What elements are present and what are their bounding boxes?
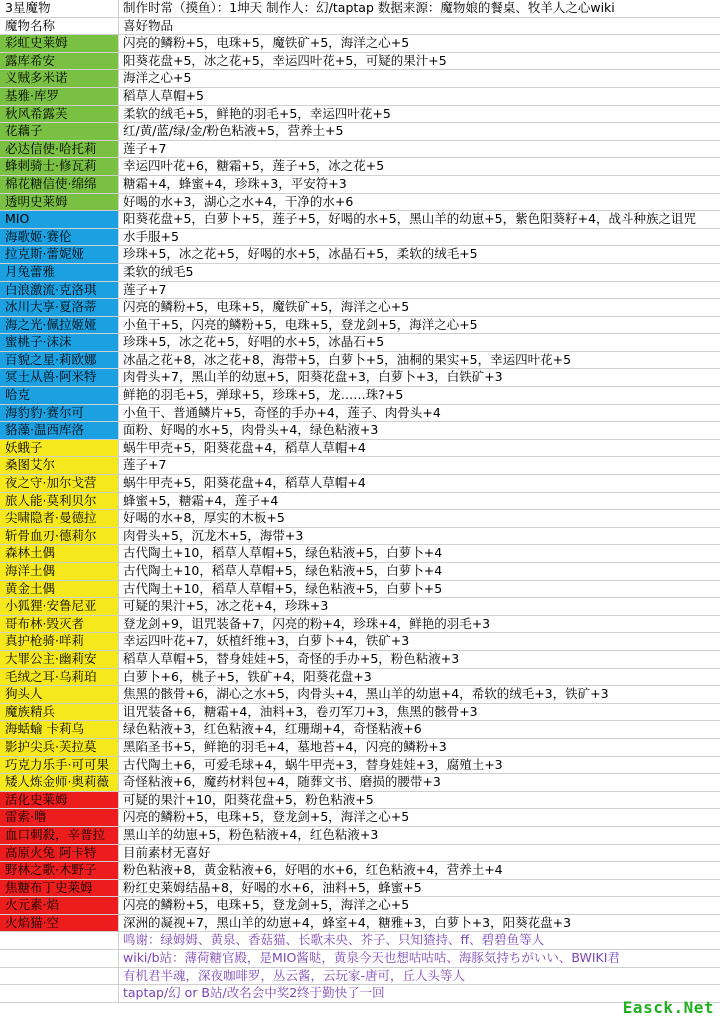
monster-row — [0, 704, 720, 722]
favorite-items: 红/黄/蓝/绿/金/粉色粘液+5，营养土+5 — [123, 123, 344, 139]
favorite-items: 可疑的果汁+5，冰之花+4，珍珠+3 — [123, 598, 329, 614]
monster-row — [0, 475, 720, 493]
favorite-items: 小鱼干、普通鳞片+5，奇怪的手办+4，莲子、肉骨头+4 — [123, 404, 441, 420]
monster-name: 大罪公主·幽莉安 — [0, 651, 119, 668]
monster-name: 彩虹史莱姆 — [0, 35, 119, 52]
favorite-items: 珍珠+5，冰之花+5，好喝的水+5，冰晶石+5，柔软的绒毛+5 — [123, 246, 478, 262]
monster-name: 毛绒之耳·乌莉珀 — [0, 669, 119, 686]
favorite-items: 蜂蜜+5，糖霜+4，莲子+4 — [123, 492, 279, 508]
monster-row — [0, 194, 720, 212]
monster-name: 斩骨血刃·德莉尔 — [0, 528, 119, 545]
favorite-items: 黑陷圣书+5，鲜艳的羽毛+4，墓地苔+4，闪亮的鳞粉+3 — [123, 738, 447, 754]
monster-name: 海歌姬·赛伦 — [0, 229, 119, 246]
favorite-items: 鲜艳的羽毛+5，弹球+5，珍珠+5，龙……珠?+5 — [123, 387, 404, 403]
monster-name: 拉克斯·蕾妮娅 — [0, 246, 119, 263]
favorite-items: 珍珠+5，冰之花+5，好唱的水+5，冰晶石+5 — [123, 334, 385, 350]
monster-name: 棉花糖信使·绵绵 — [0, 176, 119, 193]
monster-row — [0, 633, 720, 651]
monster-row — [0, 669, 720, 687]
monster-name: 蜜桃子·沫沫 — [0, 334, 119, 351]
favorite-items: 可疑的果汁+10，阳葵花盘+5，粉色粘液+5 — [123, 791, 374, 807]
monster-row — [0, 211, 720, 229]
monster-row — [0, 862, 720, 880]
monster-name: 狗头人 — [0, 686, 119, 703]
monster-row — [0, 721, 720, 739]
watermark: Easck.Net — [622, 998, 714, 1017]
monster-name: 海豹豹·赛尔可 — [0, 405, 119, 422]
monster-row — [0, 915, 720, 933]
favorite-items: 莲子+7 — [123, 457, 167, 473]
monster-name: 必达信使·哈托莉 — [0, 141, 119, 158]
monster-row — [0, 53, 720, 71]
monster-name: 月兔蕾雅 — [0, 264, 119, 281]
monster-row — [0, 440, 720, 458]
monster-row — [0, 264, 720, 282]
monster-name: 花藕子 — [0, 123, 119, 140]
monster-name: 火元素·焰 — [0, 897, 119, 914]
credit-row — [0, 932, 720, 950]
favorite-items: 肉骨头+7，黑山羊的幼崽+5，阳葵花盘+3，白萝卜+3，白铁矿+3 — [123, 369, 503, 385]
favorite-items: 闪亮的鳞粉+5，电珠+5，登龙剑+5，海洋之心+5 — [123, 809, 410, 825]
monster-name: 尖啸隐者·曼德拉 — [0, 510, 119, 527]
favorite-items: 登龙剑+9，诅咒装备+7，闪亮的粉+4，珍珠+4，鲜艳的羽毛+3 — [123, 615, 491, 631]
favorite-items: 奇怪粘液+6，魔药材料包+4，随葬文书、磨损的腰带+3 — [123, 774, 441, 790]
favorite-items: 白萝卜+6，桃子+5，铁矿+4，阳葵花盘+3 — [123, 668, 372, 684]
monster-name: 魔族精兵 — [0, 704, 119, 721]
favorite-items: 古代陶土+10，稻草人草帽+5，绿色粘液+5，白萝卜+4 — [123, 545, 443, 561]
monster-row — [0, 158, 720, 176]
monster-name: 冰川大享·夏洛蒂 — [0, 299, 119, 316]
favorite-items: 蜗牛甲壳+5，阳葵花盘+4，稻草人草帽+4 — [123, 439, 366, 455]
favorite-items: 阳葵花盘+5，冰之花+5，幸运四叶花+5，可疑的果汁+5 — [123, 52, 447, 68]
monster-row — [0, 528, 720, 546]
favorite-items: 古代陶土+10，稻草人草帽+5，绿色粘液+5，白萝卜+5 — [123, 580, 443, 596]
favorite-items: 幸运四叶花+6，糖霜+5，莲子+5，冰之花+5 — [123, 158, 385, 174]
monster-name: 海洋土偶 — [0, 563, 119, 580]
monster-name: 义贼多米诺 — [0, 70, 119, 87]
monster-name: 海之光·佩拉姬娅 — [0, 317, 119, 334]
monster-row — [0, 897, 720, 915]
monster-name: 矮人炼金师·奥莉薇 — [0, 774, 119, 791]
monster-row — [0, 369, 720, 387]
favorite-items: 目前素材无喜好 — [123, 844, 211, 860]
monster-row — [0, 493, 720, 511]
monster-row — [0, 581, 720, 599]
monster-row — [0, 141, 720, 159]
monster-row — [0, 334, 720, 352]
favorite-items: 幸运四叶花+7，妖植纤维+3，白萝卜+4，铁矿+3 — [123, 633, 410, 649]
monster-row — [0, 686, 720, 704]
monster-name: MIO — [0, 211, 119, 228]
header-label: 魔物名称 — [0, 18, 119, 35]
credit-text: wiki/b站：薄荷糖官殿，是MIO酱哒，黄泉今天也想咕咕咕、海豚気持ちがいい、BWIKI君 — [123, 950, 620, 966]
monster-name: 真护枪骑·咩莉 — [0, 633, 119, 650]
credit-row — [0, 985, 720, 1003]
favorite-items: 古代陶土+10，稻草人草帽+5，绿色粘液+5，白萝卜+4 — [123, 563, 443, 578]
monster-row — [0, 792, 720, 810]
favorite-items: 阳葵花盘+5，白萝卜+5，莲子+5，好喝的水+5，黑山羊的幼崽+5，紫色阳葵籽+4，战斗种族之诅咒 — [123, 211, 697, 227]
favorite-items: 小鱼干+5，闪亮的鳞粉+5，电珠+5，登龙剑+5，海洋之心+5 — [123, 316, 478, 332]
monster-row — [0, 352, 720, 370]
credit-text: taptap/幻 or B站/改名会中奖2终于勤快了一回 — [123, 985, 385, 1001]
monster-row — [0, 106, 720, 124]
monster-row — [0, 774, 720, 792]
monster-row — [0, 299, 720, 317]
monster-row — [0, 229, 720, 247]
monster-name: 血口刺殺，辛普拉 — [0, 827, 119, 844]
monster-name: 小狐狸·安鲁尼亚 — [0, 598, 119, 615]
favorite-items: 稻草人草帽+5 — [123, 87, 204, 103]
monster-row — [0, 545, 720, 563]
monster-row — [0, 176, 720, 194]
monster-row — [0, 387, 720, 405]
monster-name — [0, 985, 119, 1002]
favorite-items: 闪亮的鳞粉+5，电珠+5，登龙剑+5，海洋之心+5 — [123, 897, 410, 913]
monster-row — [0, 70, 720, 88]
monster-name: 火焰猫·空 — [0, 915, 119, 932]
monster-name: 蜂刺骑士·修瓦莉 — [0, 158, 119, 175]
monster-row — [0, 757, 720, 775]
credit-row — [0, 950, 720, 968]
favorite-items: 诅咒装备+6，糖霜+4，油料+3，卷刃军刀+3，焦黑的骸骨+3 — [123, 703, 478, 719]
monster-row — [0, 616, 720, 634]
monster-name: 貉藻·温西库洛 — [0, 422, 119, 439]
favorite-items: 粉色粘液+8，黄金粘液+6，好唱的水+6，红色粘液+4，营养土+4 — [123, 862, 503, 878]
favorite-items: 好喝的水+8，厚实的木板+5 — [123, 510, 285, 526]
favorite-items: 稻草人草帽+5，替身娃娃+5，奇怪的手办+5，粉色粘液+3 — [123, 650, 460, 666]
favorite-items: 闪亮的鳞粉+5，电珠+5，魔铁矿+5，海洋之心+5 — [123, 35, 410, 51]
favorite-items: 柔软的绒毛+5，鲜艳的羽毛+5，幸运四叶花+5 — [123, 105, 391, 121]
monster-row — [0, 422, 720, 440]
sheet-header — [0, 0, 720, 35]
monster-name: 焦糖布丁史莱姆 — [0, 880, 119, 897]
monster-row — [0, 88, 720, 106]
header-label: 3星魔物 — [0, 0, 119, 17]
monster-row — [0, 598, 720, 616]
monster-row — [0, 880, 720, 898]
header-row — [0, 18, 720, 36]
monster-name: 百貌之星·莉欧娜 — [0, 352, 119, 369]
monster-name: 桑图艾尔 — [0, 457, 119, 474]
monster-row — [0, 510, 720, 528]
monster-row — [0, 457, 720, 475]
monster-name: 哥布林·毁灭者 — [0, 616, 119, 633]
credits-section — [0, 932, 720, 1002]
favorite-items: 冰晶之花+8，冰之花+8，海带+5，白萝卜+5，油桐的果实+5，幸运四叶花+5 — [123, 351, 572, 367]
monster-name: 基雅·库罗 — [0, 88, 119, 105]
monster-name: 哈克 — [0, 387, 119, 404]
monster-row — [0, 282, 720, 300]
header-row — [0, 0, 720, 18]
monster-name: 活化史莱姆 — [0, 792, 119, 809]
favorite-items: 好喝的水+3，湖心之水+4，干净的水+6 — [123, 193, 354, 209]
favorite-items: 莲子+7 — [123, 281, 167, 297]
credit-row — [0, 968, 720, 986]
monster-name: 露库希安 — [0, 53, 119, 70]
monster-row — [0, 845, 720, 863]
favorite-items: 粉红史莱姆结晶+8，好喝的水+6，油料+5，蜂蜜+5 — [123, 879, 422, 895]
monster-name: 黄金土偶 — [0, 581, 119, 598]
credit-text: 鸣谢：绿姆姆、黄泉、香菇猫、长歌未央、芥子、只知猹持、ff、碧碧鱼等人 — [123, 932, 545, 948]
favorite-items: 糖霜+4，蜂蜜+4，珍珠+3，平安符+3 — [123, 175, 347, 191]
header-value: 喜好物品 — [123, 17, 174, 33]
credit-text: 有机君半魂，深夜咖啡罗，丛云酱，云玩家-唐可，丘人头等人 — [123, 967, 466, 983]
monster-name: 高原火兔 阿卡特 — [0, 845, 119, 862]
monster-row — [0, 317, 720, 335]
monster-name — [0, 932, 119, 949]
favorite-items: 闪亮的鳞粉+5，电珠+5，魔铁矿+5，海洋之心+5 — [123, 299, 410, 315]
monster-name: 透明史莱姆 — [0, 194, 119, 211]
monster-name: 海蛞蝓 卡莉乌 — [0, 721, 119, 738]
monster-name — [0, 968, 119, 985]
monster-row — [0, 827, 720, 845]
monster-name: 妖蛾子 — [0, 440, 119, 457]
monster-row — [0, 651, 720, 669]
monster-name: 雷索·噜 — [0, 809, 119, 826]
favorite-items: 面粉、好喝的水+5，肉骨头+4，绿色粘液+3 — [123, 422, 379, 438]
monster-name: 夜之守·加尔戈营 — [0, 475, 119, 492]
monster-row — [0, 563, 720, 581]
monster-row — [0, 246, 720, 264]
monster-name: 影护尖兵·芙拉莫 — [0, 739, 119, 756]
favorite-items: 肉骨头+5，沉龙木+5，海带+3 — [123, 527, 304, 543]
monster-row — [0, 739, 720, 757]
favorite-items: 莲子+7 — [123, 140, 167, 156]
monster-name: 野林之歌·木野子 — [0, 862, 119, 879]
monster-row — [0, 123, 720, 141]
monster-name: 冥土从兽·阿米特 — [0, 369, 119, 386]
favorite-items: 黑山羊的幼崽+5，粉色粘液+4，红色粘液+3 — [123, 826, 379, 842]
favorite-items: 焦黑的骸骨+6，湖心之水+5，肉骨头+4，黑山羊的幼崽+4，希软的绒毛+3，铁矿+3 — [123, 686, 609, 702]
monster-row — [0, 405, 720, 423]
monster-name: 白浪激流·克洛琪 — [0, 282, 119, 299]
favorite-items: 深洲的凝视+7，黑山羊的幼崽+4，蜂室+4，糖雅+3，白萝卜+3，阳葵花盘+3 — [123, 914, 572, 930]
sheet-body — [0, 35, 720, 932]
monster-name: 秋风希露芙 — [0, 106, 119, 123]
monster-name: 旅人能·莫利贝尔 — [0, 493, 119, 510]
monster-row — [0, 809, 720, 827]
favorite-items: 水手服+5 — [123, 228, 179, 244]
monster-name: 森林土偶 — [0, 545, 119, 562]
monster-row — [0, 35, 720, 53]
header-value: 制作时常（摸鱼）：1坤天 制作人：幻/taptap 数据来源：魔物娘的餐桌、牧羊人之心wiki — [123, 0, 615, 15]
favorite-items: 蜗牛甲壳+5，阳葵花盘+4，稻草人草帽+4 — [123, 475, 366, 491]
monster-name: 巧克力乐手·可可果 — [0, 757, 119, 774]
favorite-items: 古代陶土+6，可爱毛球+4，蜗牛甲壳+3，替身娃娃+3，腐殖土+3 — [123, 756, 503, 772]
favorite-items: 柔软的绒毛5 — [123, 263, 194, 279]
favorite-items: 绿色粘液+3，红色粘液+4，红珊瑚+4，奇怪粘液+6 — [123, 721, 422, 737]
favorite-items: 海洋之心+5 — [123, 70, 192, 86]
monster-name — [0, 950, 119, 967]
